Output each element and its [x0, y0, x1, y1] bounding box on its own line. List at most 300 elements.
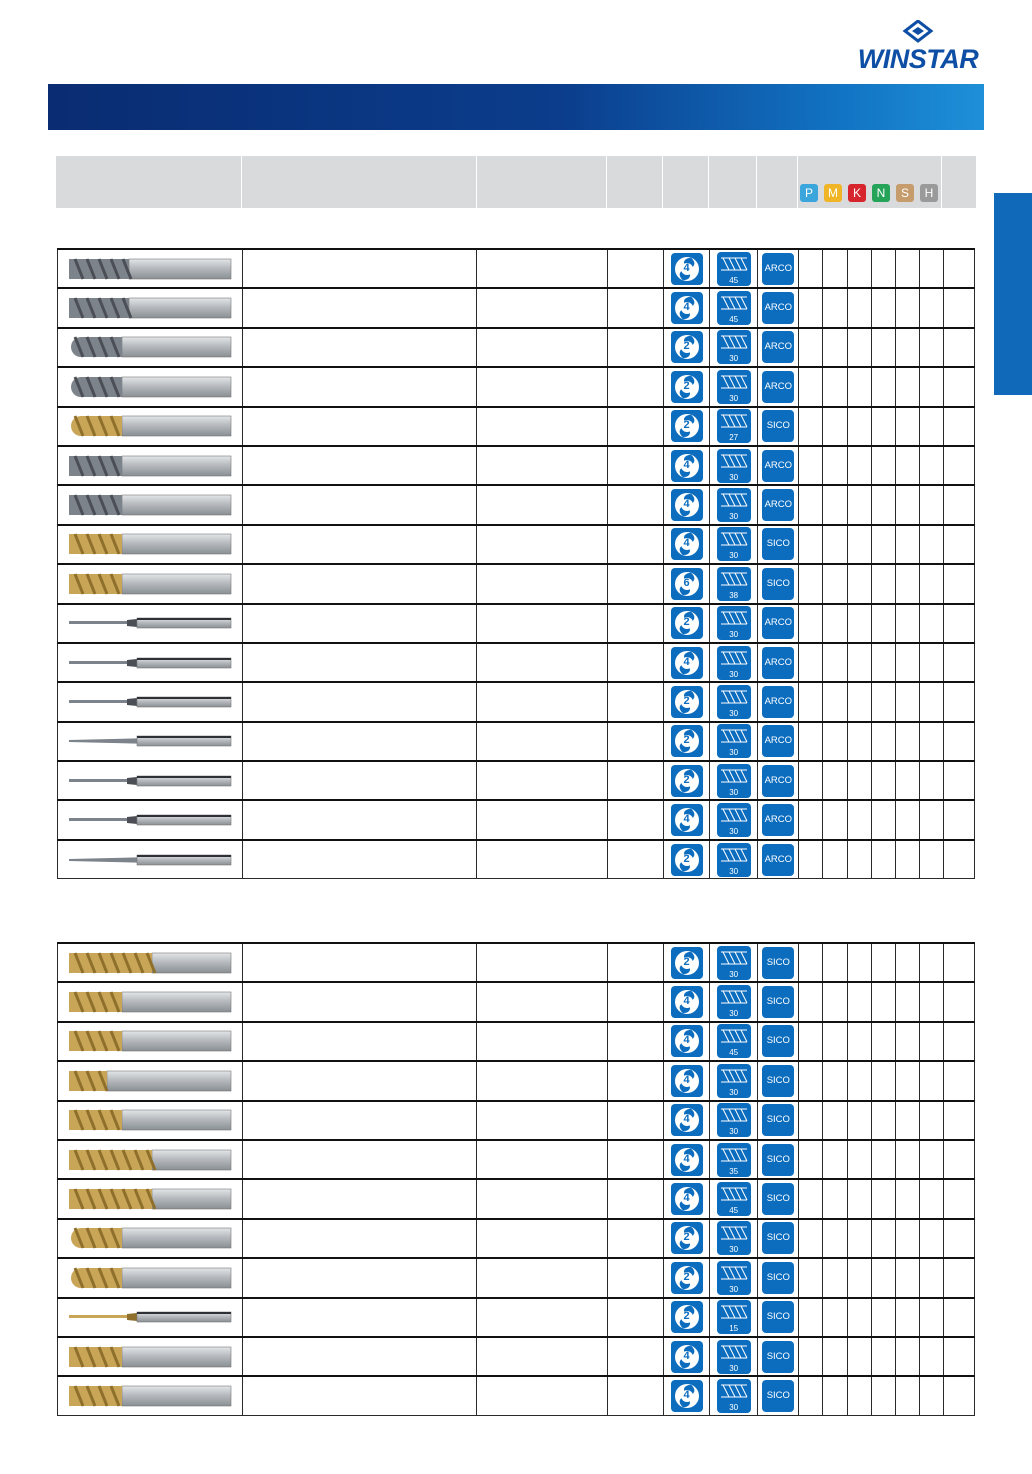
table-cell	[799, 982, 823, 1021]
table-cell	[847, 1140, 871, 1179]
table-cell	[847, 1101, 871, 1140]
table-cell	[943, 1022, 974, 1061]
helix-angle-cell	[710, 525, 758, 564]
table-cell	[823, 1258, 847, 1297]
table-row	[58, 943, 975, 982]
table-cell	[919, 1258, 943, 1297]
helix-angle-cell	[710, 1061, 758, 1100]
helix-angle-icon	[717, 685, 751, 719]
table-cell	[919, 1219, 943, 1258]
table-cell	[799, 1061, 823, 1100]
coating-cell	[758, 643, 799, 682]
table-cell	[895, 328, 919, 367]
coating-icon: ARCO	[762, 725, 794, 757]
table-cell	[919, 1140, 943, 1179]
table-cell	[847, 1258, 871, 1297]
table-cell	[943, 1179, 974, 1218]
flute-count-cell	[663, 1022, 709, 1061]
table-cell	[477, 328, 607, 367]
table-cell	[895, 1337, 919, 1376]
flute-count-cell	[663, 1298, 709, 1337]
table-cell	[242, 1022, 477, 1061]
table-row	[58, 564, 975, 603]
table-cell	[607, 722, 663, 761]
table-cell	[943, 525, 974, 564]
flute-count-icon	[670, 724, 704, 758]
table-cell	[823, 407, 847, 446]
end-mill-image	[58, 407, 243, 446]
flute-count-icon	[670, 1379, 704, 1413]
coating-icon: ARCO	[762, 371, 794, 403]
flute-count-value: 4	[683, 1349, 690, 1362]
table-cell	[871, 288, 895, 327]
flute-count-cell	[663, 800, 709, 839]
table-cell	[895, 982, 919, 1021]
coating-icon: SICO	[762, 1144, 794, 1176]
table-cell	[607, 800, 663, 839]
helix-angle-icon	[717, 724, 751, 758]
table-cell	[895, 1101, 919, 1140]
table-cell	[607, 446, 663, 485]
table-cell	[895, 682, 919, 721]
table-row	[58, 1140, 975, 1179]
flute-count-icon	[670, 1300, 704, 1334]
table-cell	[871, 328, 895, 367]
helix-angle-icon	[717, 409, 751, 443]
flute-count-cell	[663, 249, 709, 288]
table-cell	[943, 407, 974, 446]
helix-angle-cell	[710, 761, 758, 800]
helix-angle-cell	[710, 840, 758, 879]
table-cell	[477, 407, 607, 446]
table-cell	[895, 1179, 919, 1218]
flute-count-icon	[670, 646, 704, 680]
coating-cell	[758, 446, 799, 485]
coating-icon: SICO	[762, 1222, 794, 1254]
flute-count-cell	[663, 367, 709, 406]
table-cell	[895, 604, 919, 643]
coating-icon: SICO	[762, 1301, 794, 1333]
table-cell	[871, 800, 895, 839]
table-cell	[477, 643, 607, 682]
helix-angle-value: 30	[729, 1245, 739, 1255]
table-cell	[919, 367, 943, 406]
coating-icon: ARCO	[762, 331, 794, 363]
table-cell	[895, 1219, 919, 1258]
table-row	[58, 1376, 975, 1415]
table-cell	[943, 722, 974, 761]
helix-angle-icon	[717, 1143, 751, 1177]
helix-angle-cell	[710, 367, 758, 406]
end-mill-image	[58, 682, 243, 721]
coating-cell	[758, 682, 799, 721]
table-cell	[943, 288, 974, 327]
table-cell	[895, 525, 919, 564]
table-cell	[895, 1258, 919, 1297]
table-cell	[943, 840, 974, 879]
flute-count-value: 4	[683, 1192, 690, 1205]
helix-angle-icon	[717, 1024, 751, 1058]
table-cell	[242, 604, 477, 643]
table-cell	[799, 1376, 823, 1415]
product-table-1	[57, 248, 975, 879]
table-cell	[477, 1258, 607, 1297]
table-cell	[823, 288, 847, 327]
flute-count-cell	[663, 943, 709, 982]
table-cell	[871, 249, 895, 288]
coating-icon: SICO	[762, 1183, 794, 1215]
helix-angle-cell	[710, 722, 758, 761]
helix-angle-icon	[717, 488, 751, 522]
flute-count-value: 4	[683, 1034, 690, 1047]
table-row	[58, 1022, 975, 1061]
end-mill-image	[58, 446, 243, 485]
table-cell	[871, 1101, 895, 1140]
coating-icon: SICO	[762, 410, 794, 442]
helix-angle-icon	[717, 449, 751, 483]
flute-count-icon	[670, 449, 704, 483]
table-cell	[607, 840, 663, 879]
table-cell	[847, 1219, 871, 1258]
table-cell	[823, 943, 847, 982]
end-mill-image	[58, 1219, 243, 1258]
helix-angle-value: 35	[729, 1166, 739, 1176]
table-cell	[607, 1219, 663, 1258]
table-cell	[799, 1022, 823, 1061]
flute-count-cell	[663, 1061, 709, 1100]
table-cell	[943, 604, 974, 643]
table-cell	[895, 407, 919, 446]
table-cell	[895, 800, 919, 839]
helix-angle-icon	[717, 567, 751, 601]
table-cell	[895, 367, 919, 406]
coating-cell	[758, 840, 799, 879]
table-row	[58, 1101, 975, 1140]
material-badge-h: H	[920, 184, 938, 202]
coating-icon: ARCO	[762, 450, 794, 482]
coating-cell	[758, 1101, 799, 1140]
coating-cell	[758, 525, 799, 564]
helix-angle-value: 30	[729, 866, 739, 876]
table-cell	[919, 604, 943, 643]
table-cell	[799, 643, 823, 682]
helix-angle-cell	[710, 485, 758, 524]
table-cell	[242, 288, 477, 327]
table-cell	[242, 328, 477, 367]
flute-count-icon	[670, 1143, 704, 1177]
coating-icon: ARCO	[762, 765, 794, 797]
table-cell	[607, 604, 663, 643]
flute-count-value: 2	[683, 852, 690, 865]
helix-angle-value: 30	[729, 472, 739, 482]
helix-angle-value: 30	[729, 551, 739, 561]
coating-icon: ARCO	[762, 804, 794, 836]
end-mill-image	[58, 1258, 243, 1297]
flute-count-value: 2	[683, 773, 690, 786]
flute-count-value: 4	[683, 813, 690, 826]
flute-count-value: 6	[683, 576, 690, 589]
end-mill-image	[58, 288, 243, 327]
table-row	[58, 288, 975, 327]
helix-angle-cell	[710, 1337, 758, 1376]
table-cell	[799, 1298, 823, 1337]
flute-count-cell	[663, 682, 709, 721]
coating-cell	[758, 943, 799, 982]
table-cell	[823, 604, 847, 643]
flute-count-cell	[663, 288, 709, 327]
table-cell	[895, 943, 919, 982]
table-cell	[477, 604, 607, 643]
end-mill-image	[58, 328, 243, 367]
table-cell	[943, 249, 974, 288]
helix-angle-value: 30	[729, 1127, 739, 1137]
table-cell	[943, 982, 974, 1021]
coating-cell	[758, 1061, 799, 1100]
table-cell	[823, 367, 847, 406]
table-cell	[477, 288, 607, 327]
table-cell	[799, 288, 823, 327]
table-cell	[799, 1337, 823, 1376]
helix-angle-cell	[710, 288, 758, 327]
coating-cell	[758, 1298, 799, 1337]
flute-count-cell	[663, 407, 709, 446]
flute-count-cell	[663, 643, 709, 682]
table-cell	[871, 643, 895, 682]
table-cell	[895, 1298, 919, 1337]
flute-count-value: 2	[683, 1310, 690, 1323]
flute-count-cell	[663, 1219, 709, 1258]
coating-icon: ARCO	[762, 253, 794, 285]
section-side-tab	[994, 193, 1032, 395]
table-cell	[871, 564, 895, 603]
table-cell	[242, 1101, 477, 1140]
table-cell	[799, 1258, 823, 1297]
table-cell	[607, 1179, 663, 1218]
flute-count-value: 2	[683, 955, 690, 968]
table-cell	[847, 525, 871, 564]
table-cell	[895, 446, 919, 485]
table-cell	[919, 643, 943, 682]
table-cell	[242, 722, 477, 761]
table-cell	[847, 446, 871, 485]
helix-angle-cell	[710, 1258, 758, 1297]
coating-icon: SICO	[762, 528, 794, 560]
table-cell	[823, 761, 847, 800]
table-cell	[919, 328, 943, 367]
table-cell	[607, 761, 663, 800]
table-cell	[823, 682, 847, 721]
helix-angle-icon	[717, 1261, 751, 1295]
coating-icon: SICO	[762, 1262, 794, 1294]
coating-icon: ARCO	[762, 686, 794, 718]
flute-count-cell	[663, 1376, 709, 1415]
table-cell	[847, 485, 871, 524]
coating-cell	[758, 288, 799, 327]
table-row	[58, 1258, 975, 1297]
table-cell	[943, 1298, 974, 1337]
table-cell	[607, 1258, 663, 1297]
table-cell	[607, 249, 663, 288]
table-cell	[477, 564, 607, 603]
table-cell	[799, 367, 823, 406]
helix-angle-cell	[710, 1219, 758, 1258]
flute-count-icon	[670, 843, 704, 877]
table-row	[58, 800, 975, 839]
table-cell	[242, 643, 477, 682]
flute-count-icon	[670, 685, 704, 719]
table-cell	[895, 1376, 919, 1415]
helix-angle-value: 45	[729, 1048, 739, 1058]
coating-cell	[758, 1258, 799, 1297]
helix-angle-cell	[710, 407, 758, 446]
coating-cell	[758, 485, 799, 524]
table-cell	[943, 800, 974, 839]
helix-angle-value: 45	[729, 1206, 739, 1216]
table-row	[58, 982, 975, 1021]
table-cell	[823, 1376, 847, 1415]
table-cell	[871, 982, 895, 1021]
table-cell	[871, 367, 895, 406]
table-cell	[871, 1179, 895, 1218]
helix-angle-cell	[710, 604, 758, 643]
table-cell	[871, 761, 895, 800]
table-cell	[607, 1101, 663, 1140]
table-cell	[919, 1061, 943, 1100]
end-mill-image	[58, 367, 243, 406]
coating-cell	[758, 800, 799, 839]
coating-cell	[758, 982, 799, 1021]
helix-angle-value: 30	[729, 393, 739, 403]
coating-icon: ARCO	[762, 489, 794, 521]
flute-count-value: 4	[683, 1073, 690, 1086]
helix-angle-cell	[710, 982, 758, 1021]
flute-count-icon	[670, 1103, 704, 1137]
coating-icon: SICO	[762, 947, 794, 979]
helix-angle-icon	[717, 1379, 751, 1413]
table-row	[58, 682, 975, 721]
table-cell	[943, 1258, 974, 1297]
coating-cell	[758, 1179, 799, 1218]
table-cell	[943, 643, 974, 682]
table-cell	[847, 328, 871, 367]
flute-count-icon	[670, 606, 704, 640]
helix-angle-icon	[717, 252, 751, 286]
table-cell	[242, 1376, 477, 1415]
helix-angle-icon	[717, 1221, 751, 1255]
table-row	[58, 840, 975, 879]
table-cell	[607, 367, 663, 406]
table-cell	[895, 840, 919, 879]
table-cell	[242, 525, 477, 564]
end-mill-image	[58, 1101, 243, 1140]
table-cell	[823, 643, 847, 682]
table-cell	[847, 367, 871, 406]
table-cell	[607, 407, 663, 446]
flute-count-cell	[663, 722, 709, 761]
helix-angle-value: 30	[729, 748, 739, 758]
table-cell	[919, 943, 943, 982]
table-cell	[871, 1337, 895, 1376]
table-cell	[871, 1298, 895, 1337]
table-cell	[895, 643, 919, 682]
coating-cell	[758, 1219, 799, 1258]
table-cell	[943, 564, 974, 603]
end-mill-image	[58, 643, 243, 682]
table-cell	[847, 1022, 871, 1061]
table-row	[58, 407, 975, 446]
table-cell	[895, 288, 919, 327]
helix-angle-icon	[717, 803, 751, 837]
material-badge-k: K	[848, 184, 866, 202]
flute-count-icon	[670, 1064, 704, 1098]
winstar-logo	[848, 20, 988, 72]
table-cell	[823, 982, 847, 1021]
flute-count-icon	[670, 1261, 704, 1295]
table-cell	[799, 840, 823, 879]
table-cell	[823, 485, 847, 524]
helix-angle-cell	[710, 1101, 758, 1140]
table-cell	[242, 1298, 477, 1337]
table-cell	[799, 800, 823, 839]
helix-angle-cell	[710, 800, 758, 839]
coating-icon: ARCO	[762, 607, 794, 639]
table-cell	[823, 1337, 847, 1376]
table-cell	[943, 328, 974, 367]
flute-count-icon	[670, 946, 704, 980]
end-mill-image	[58, 525, 243, 564]
table-cell	[919, 1298, 943, 1337]
table-row	[58, 249, 975, 288]
helix-angle-icon	[717, 985, 751, 1019]
table-cell	[943, 1101, 974, 1140]
table-cell	[607, 564, 663, 603]
flute-count-icon	[670, 1221, 704, 1255]
helix-angle-icon	[717, 1064, 751, 1098]
table-cell	[823, 1298, 847, 1337]
table-cell	[799, 1219, 823, 1258]
helix-angle-cell	[710, 1022, 758, 1061]
end-mill-image	[58, 1337, 243, 1376]
coating-cell	[758, 604, 799, 643]
table-cell	[607, 1140, 663, 1179]
table-cell	[823, 800, 847, 839]
table-cell	[477, 1061, 607, 1100]
table-cell	[919, 722, 943, 761]
flute-count-value: 4	[683, 655, 690, 668]
product-table-2	[57, 942, 975, 1416]
helix-angle-value: 30	[729, 969, 739, 979]
table-cell	[477, 982, 607, 1021]
table-cell	[477, 682, 607, 721]
table-cell	[847, 982, 871, 1021]
table-cell	[895, 1061, 919, 1100]
table-cell	[477, 1376, 607, 1415]
flute-count-icon	[670, 1340, 704, 1374]
table-cell	[242, 800, 477, 839]
table-cell	[847, 800, 871, 839]
table-cell	[847, 564, 871, 603]
coating-icon: SICO	[762, 1025, 794, 1057]
table-cell	[895, 564, 919, 603]
table-cell	[823, 446, 847, 485]
table-cell	[477, 1022, 607, 1061]
table-cell	[607, 1337, 663, 1376]
flute-count-cell	[663, 1337, 709, 1376]
table-cell	[943, 943, 974, 982]
title-banner	[48, 84, 984, 130]
table-cell	[823, 328, 847, 367]
table-cell	[823, 722, 847, 761]
